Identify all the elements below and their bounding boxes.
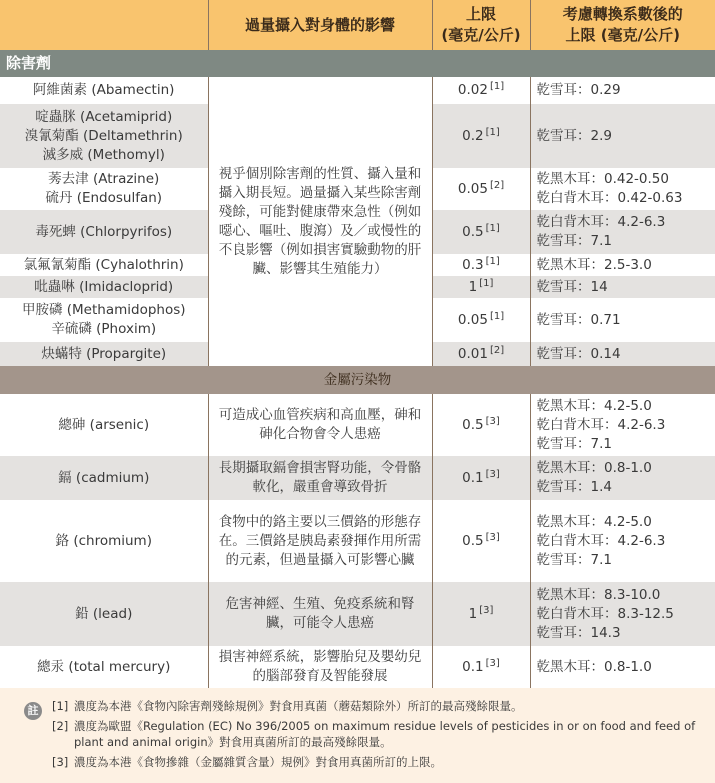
substance-name [0, 210, 208, 254]
reference: [3] [485, 468, 500, 480]
limit-value [432, 646, 530, 688]
effect-description: 損害神經系統，影響胎兒及嬰幼兒的腦部發育及智能發展 [208, 646, 432, 688]
table-row [0, 582, 715, 646]
line: 溴氰菊酯 (Deltamethrin) [24, 127, 183, 144]
limit-value [432, 168, 530, 210]
substance-name [0, 104, 208, 168]
table-row [0, 500, 715, 582]
limit: 0.5 [462, 223, 484, 240]
line: 毒死蜱 (Chlorpyrifos) [35, 223, 173, 240]
section-metals: 金屬污染物 [0, 366, 715, 394]
line: 乾雪耳：7.1 [536, 435, 612, 452]
line: 乾黑木耳：4.2-5.0 [536, 397, 652, 414]
line: 乾黑木耳：0.8-1.0 [536, 658, 652, 675]
effect-description: 危害神經、生殖、免疫系統和腎臟，可能令人患癌 [208, 582, 432, 646]
reference: [3] [485, 531, 500, 543]
table-row [0, 394, 715, 456]
converted-limit [530, 342, 715, 366]
footnote-text: 濃度為歐盟《Regulation (EC) No 396/2005 on maximum residue levels of pesticides in or on food and feed of plant and animal origin》對食用真菌所訂的最高殘餘限量。 [74, 719, 696, 749]
limit-value [432, 104, 530, 168]
header-substance [0, 0, 208, 50]
converted-limit [530, 394, 715, 456]
limit-value [432, 582, 530, 646]
reference: [1] [485, 255, 500, 267]
reference: [1] [489, 81, 505, 92]
reference: [2] [489, 344, 505, 356]
line: 乾雪耳：7.1 [536, 233, 612, 249]
converted-limit [530, 254, 715, 276]
limit: 0.5 [462, 532, 484, 549]
table-row [0, 77, 715, 104]
line: 甲胺磷 (Methamidophos) [21, 302, 186, 318]
line: 乾白背木耳：4.2-6.3 [536, 214, 666, 230]
table-row [0, 456, 715, 500]
limit: 0.01 [457, 345, 488, 362]
line: 乾黑木耳：2.5-3.0 [536, 256, 652, 273]
line: 炔蟎特 (Propargite) [41, 345, 167, 362]
limit-value [432, 500, 530, 582]
header-converted-line2: 上限 (毫克/公斤) [565, 26, 680, 44]
limit-value [432, 77, 530, 104]
reference: [3] [485, 657, 500, 669]
line: 乾白背木耳：4.2-6.3 [536, 416, 666, 433]
header-limit [432, 0, 530, 50]
limit: 0.2 [462, 127, 484, 144]
line: 乾雪耳：0.14 [536, 345, 621, 362]
limit-value [432, 298, 530, 342]
reference: [1] [479, 277, 494, 289]
substance-name: 總砷 (arsenic) [0, 394, 208, 456]
converted-limit [530, 500, 715, 582]
header-converted [530, 0, 715, 50]
footnote-text: 濃度為本港《食物摻雜（金屬雜質含量）規例》對食用真菌所訂的上限。 [74, 755, 442, 769]
footnote [52, 698, 705, 714]
header-effect: 過量攝入對身體的影響 [208, 0, 432, 50]
substance-name [0, 342, 208, 366]
substance-name [0, 254, 208, 276]
limit: 0.5 [462, 416, 484, 433]
limit: 0.1 [462, 469, 484, 486]
substance-name [0, 276, 208, 298]
converted-limit [530, 168, 715, 210]
table-row [0, 646, 715, 688]
limit: 0.1 [462, 658, 484, 675]
footnote-key: [2] [52, 719, 69, 733]
line: 啶蟲脒 (Acetamiprid) [35, 108, 173, 125]
line: 乾白背木耳：8.3-12.5 [536, 605, 674, 622]
footnote-key: [1] [52, 699, 69, 713]
footnotes [0, 688, 715, 783]
limit: 0.3 [462, 256, 484, 273]
converted-limit [530, 104, 715, 168]
substance-name: 總汞 (total mercury) [0, 646, 208, 688]
substance-name [0, 168, 208, 210]
line: 乾雪耳：0.71 [536, 311, 621, 328]
limit-value [432, 210, 530, 254]
line: 乾黑木耳：8.3-10.0 [536, 586, 661, 603]
line: 阿維菌素 (Abamectin) [33, 82, 175, 98]
substance-name: 鉻 (chromium) [0, 500, 208, 582]
reference: [3] [485, 415, 500, 427]
limit-value [432, 394, 530, 456]
header-limit-line2: (毫克/公斤) [441, 26, 521, 44]
reference: [3] [479, 604, 494, 616]
limit-value [432, 456, 530, 500]
limit: 1 [468, 605, 478, 622]
limit: 0.02 [457, 82, 488, 98]
footnote-key: [3] [52, 755, 69, 769]
table-header [0, 0, 715, 50]
line: 乾黑木耳：4.2-5.0 [536, 513, 652, 530]
substance-name [0, 298, 208, 342]
line: 硫丹 (Endosulfan) [45, 190, 163, 206]
line: 乾黑木耳：0.8-1.0 [536, 460, 652, 476]
limit: 0.05 [457, 311, 488, 328]
converted-limit [530, 456, 715, 500]
limit: 0.05 [457, 180, 488, 197]
line: 乾白背木耳：4.2-6.3 [536, 532, 666, 549]
footnote-text: 濃度為本港《食物內除害劑殘餘規例》對食用真菌（蘑菇類除外）所訂的最高殘餘限量。 [74, 699, 523, 713]
line: 乾黑木耳：0.42-0.50 [536, 171, 669, 187]
effect-description: 視乎個別除害劑的性質、攝入量和攝入期長短。過量攝入某些除害劑殘餘，可能對健康帶來急性（例如噁心、嘔吐、腹瀉）及／或慢性的不良影響（例如損害實驗動物的肝臟、影響其生殖能力） [208, 77, 432, 366]
line: 莠去津 (Atrazine) [48, 171, 160, 187]
converted-limit [530, 276, 715, 298]
converted-limit [530, 210, 715, 254]
limit-value [432, 342, 530, 366]
line: 乾雪耳：1.4 [536, 479, 612, 495]
converted-limit [530, 582, 715, 646]
reference: [1] [485, 222, 500, 234]
effect-description: 長期攝取鎘會損害腎功能，令骨骼軟化，嚴重會導致骨折 [208, 456, 432, 500]
line: 乾雪耳：14 [536, 278, 608, 295]
line: 乾雪耳：2.9 [536, 127, 612, 144]
limit: 1 [468, 278, 478, 295]
substance-name: 鎘 (cadmium) [0, 456, 208, 500]
header-limit-line1: 上限 [465, 5, 496, 23]
footnote [52, 754, 705, 770]
converted-limit [530, 77, 715, 104]
substance-name: 鉛 (lead) [0, 582, 208, 646]
line: 乾雪耳：0.29 [536, 82, 621, 98]
substance-name [0, 77, 208, 104]
converted-limit [530, 298, 715, 342]
header-converted-line1: 考慮轉換系數後的 [562, 5, 683, 23]
section-pesticides: 除害劑 [0, 50, 715, 77]
line: 辛硫磷 (Phoxim) [51, 321, 157, 337]
limit-value [432, 276, 530, 298]
effect-description: 食物中的鉻主要以三價鉻的形態存在。三價鉻是胰島素發揮作用所需的元素，但過量攝入可影響心臟 [208, 500, 432, 582]
limit-value [432, 254, 530, 276]
line: 吡蟲啉 (Imidacloprid) [34, 278, 174, 295]
converted-limit [530, 646, 715, 688]
effect-description: 可造成心血管疾病和高血壓，砷和砷化合物會令人患癌 [208, 394, 432, 456]
line: 乾白背木耳：0.42-0.63 [536, 190, 683, 206]
reference: [1] [489, 310, 505, 322]
line: 乾雪耳：14.3 [536, 624, 621, 641]
line: 乾雪耳：7.1 [536, 551, 612, 568]
footnote [52, 718, 705, 750]
reference: [2] [489, 179, 505, 191]
note-icon: 註 [24, 702, 42, 720]
reference: [1] [485, 126, 500, 138]
line: 滅多威 (Methomyl) [42, 146, 165, 163]
line: 氯氟氰菊酯 (Cyhalothrin) [23, 256, 184, 273]
